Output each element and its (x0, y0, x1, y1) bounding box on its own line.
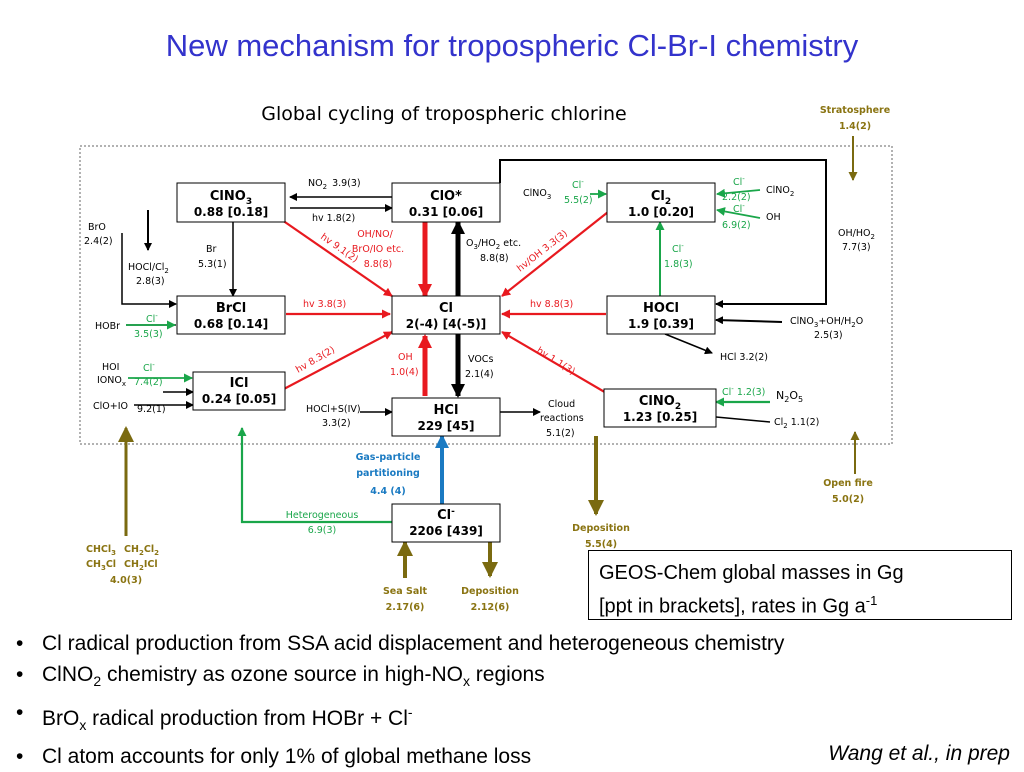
bullet-list (10, 628, 784, 772)
label-open-fire-rate: 5.0(2) (831, 494, 865, 505)
label-stratosphere-rate: 1.4(2) (838, 121, 872, 132)
svg-text:HOCl: HOCl (643, 301, 679, 316)
label-cl-minus-clno2: Cl- 1.2(3) (722, 385, 766, 398)
label-cl-minus-brcl-rate: 3.5(3) (134, 329, 163, 340)
label-oh-no-rate: 8.8(8) (363, 259, 393, 270)
label-hocl-s: HOCl+S(IV) (306, 404, 361, 415)
citation: Wang et al., in prep (828, 742, 1010, 765)
box-hocl (607, 296, 715, 334)
svg-text:0.31 [0.06]: 0.31 [0.06] (408, 205, 484, 219)
arrow-icl-to-cl (282, 332, 392, 390)
box-brcl (177, 296, 285, 334)
label-clno3-oh-rate: 2.5(3) (814, 330, 843, 341)
label-bro: BrO (88, 222, 106, 233)
arrow-clno3ohh2o-to-hocl (716, 320, 782, 322)
label-ch3cl-ch2icl: $CH_3Cl$ $CH_2ICl$ (86, 559, 158, 572)
box-cl-minus (392, 504, 500, 542)
svg-text:ICl: ICl (229, 376, 249, 391)
label-br-rate: 5.3(1) (198, 259, 227, 270)
bullet-item: • BrO$_x$ radical production from HOBr + Cl- (10, 697, 784, 741)
label-cl-minus-hocl-rate: 1.8(3) (664, 259, 693, 270)
box-clno3 (177, 183, 285, 222)
label-cl2-rate: $Cl_2$ 1.1(2) (774, 417, 820, 430)
label-heterogeneous: Heterogeneous (285, 510, 359, 521)
label-br-minus: Br (206, 244, 217, 255)
box-icl (193, 372, 285, 410)
svg-text:ClNO2: ClNO$_2$ (638, 394, 682, 412)
label-clo-io: ClO+IO (93, 401, 128, 412)
svg-text:1.9 [0.39]: 1.9 [0.39] (627, 317, 695, 331)
label-oh-cl: OH (398, 352, 413, 363)
box-cl2 (607, 183, 715, 222)
label-oh-no: OH/NO/ (357, 229, 393, 240)
label-hoi: HOI (102, 362, 120, 373)
box-clno2 (604, 389, 716, 427)
label-o3-rate: 8.8(8) (480, 253, 509, 264)
label-hcl-rate: HCl 3.2(2) (720, 352, 769, 363)
label-cl-minus-right2: Cl- (733, 202, 745, 215)
svg-text:ClO*: ClO* (430, 189, 462, 204)
svg-text:BrCl: BrCl (215, 301, 247, 316)
label-open-fire: Open fire (823, 478, 873, 489)
box-cl (392, 296, 500, 334)
label-hv-clno2: hv 1.1(3) (534, 345, 577, 378)
label-no2: $NO_2$ 3.9(3) (308, 178, 361, 191)
label-cl-minus-icl: Cl- (143, 361, 155, 374)
label-gas-particle: Gas-particle (355, 452, 421, 463)
label-oh-right: OH (766, 212, 781, 223)
diagram-title: Global cycling of tropospheric chlorine (261, 103, 627, 125)
label-clno3-oh: $ClNO_3+OH/H_2O$ (790, 316, 864, 329)
label-clo-io-rate: 9.2(1) (137, 404, 166, 415)
label-hv-clno3: hv 1.8(2) (312, 213, 356, 224)
legend-box (588, 550, 1012, 620)
svg-text:Cl-: Cl- (437, 507, 455, 523)
legend-line-1: GEOS-Chem global masses in Gg (599, 562, 904, 584)
label-partitioning: partitioning (356, 468, 420, 479)
label-deposition-right-rate: 5.5(4) (584, 539, 618, 550)
label-sea-salt: Sea Salt (382, 586, 428, 597)
label-o3: $O_3/HO_2$ etc. (466, 238, 522, 251)
label-n2o5: $N_2O_5$ (776, 389, 804, 404)
label-oh-ho2: $OH/HO_2$ (838, 228, 875, 241)
label-cl-minus-hocl: Cl- (672, 242, 684, 255)
label-cl-minus-brcl: Cl- (146, 312, 158, 325)
label-hv-clo: hv 9.1(2) (318, 231, 361, 266)
label-clno2-right: ClNO$_2$ (766, 185, 795, 198)
svg-text:2(-4) [4(-5)]: 2(-4) [4(-5)] (405, 317, 487, 331)
label-cloud2: reactions (540, 413, 584, 424)
label-chcl3-ch2cl2: CHCl$_3$ $CH_2Cl_2$ (86, 544, 159, 557)
species-boxes (177, 183, 716, 542)
label-cl-minus-right-rate: 2.2(2) (722, 192, 751, 203)
label-stratosphere: Stratosphere (819, 105, 891, 116)
label-hv-icl: hv 8.3(2) (294, 344, 337, 376)
box-hcl (392, 398, 500, 436)
svg-text:Cl: Cl (439, 301, 453, 316)
label-vocs: VOCs (468, 354, 494, 365)
svg-text:229 [45]: 229 [45] (417, 419, 475, 433)
label-bro-rate: 2.4(2) (84, 236, 113, 247)
arrow-top-loop (500, 160, 826, 304)
label-cloud-rate: 5.1(2) (546, 428, 575, 439)
label-hobr: HOBr (95, 321, 121, 332)
label-deposition-right: Deposition (572, 523, 630, 534)
svg-text:0.24 [0.05]: 0.24 [0.05] (201, 392, 277, 406)
label-heterogeneous-rate: 6.9(3) (307, 525, 337, 536)
label-oh-cl-rate: 1.0(4) (390, 367, 419, 378)
label-cloud: Cloud (548, 399, 576, 410)
label-hv-brcl: hv 3.8(3) (303, 299, 347, 310)
slide-title: New mechanism for tropospheric Cl-Br-I chemistry (165, 28, 859, 63)
legend-line-2: [ppt in brackets], rates in Gg $a^{-1}$ (599, 593, 878, 618)
bullet-item: • Cl radical production from SSA acid displacement and heterogeneous chemistry (10, 628, 784, 659)
label-hv-hocl: hv 8.8(3) (530, 299, 574, 310)
bullet-item: • ClNO$_2$ chemistry as ozone source in high-$NO_x$ regions (10, 659, 784, 697)
arrow-hocl-to-hcl (665, 334, 712, 353)
svg-text:ClNO3: ClNO$_3$ (209, 189, 253, 207)
label-bro-io: BrO/IO etc. (351, 244, 405, 255)
svg-text:1.23 [0.25]: 1.23 [0.25] (622, 410, 698, 424)
label-clno3-left: ClNO$_3$ (523, 188, 552, 201)
label-hocl-cl2-rate: 2.8(3) (136, 276, 165, 287)
bullet-item: • Cl atom accounts for only 1% of global methane loss (10, 741, 784, 772)
label-cl-minus-right: Cl- (733, 175, 745, 188)
svg-text:HCl: HCl (433, 403, 459, 418)
label-hocl-cl2: HOCl/$Cl_2$ (128, 262, 169, 275)
svg-text:2206 [439]: 2206 [439] (409, 524, 483, 538)
svg-text:0.68 [0.14]: 0.68 [0.14] (193, 317, 269, 331)
arrow-cl2-to-cl (502, 212, 608, 296)
label-hv-oh: hv/OH 3.3(3) (515, 228, 570, 275)
svg-text:0.88 [0.18]: 0.88 [0.18] (193, 205, 269, 219)
label-cl-minus-top: Cl- (572, 178, 584, 191)
arrow-clno2-out (716, 417, 770, 422)
label-deposition-bottom: Deposition (461, 586, 519, 597)
label-vocs-rate: 2.1(4) (465, 369, 494, 380)
label-cl-minus-icl-rate: 7.4(2) (134, 377, 163, 388)
label-deposition-bottom-rate: 2.12(6) (470, 602, 510, 613)
label-cl-minus-top-rate: 5.5(2) (564, 195, 593, 206)
label-iono: $IONO_x$ (97, 375, 127, 388)
svg-text:Cl2: $Cl_2$ (650, 189, 672, 207)
label-oh-ho2-rate: 7.7(3) (842, 242, 871, 253)
label-organics-rate: 4.0(3) (109, 575, 143, 586)
label-hocl-s-rate: 3.3(2) (322, 418, 351, 429)
label-sea-salt-rate: 2.17(6) (385, 602, 425, 613)
label-cl-minus-right2-rate: 6.9(2) (722, 220, 751, 231)
svg-text:1.0 [0.20]: 1.0 [0.20] (627, 205, 695, 219)
box-clo (392, 183, 500, 222)
label-gas-particle-rate: 4.4 (4) (370, 486, 406, 497)
